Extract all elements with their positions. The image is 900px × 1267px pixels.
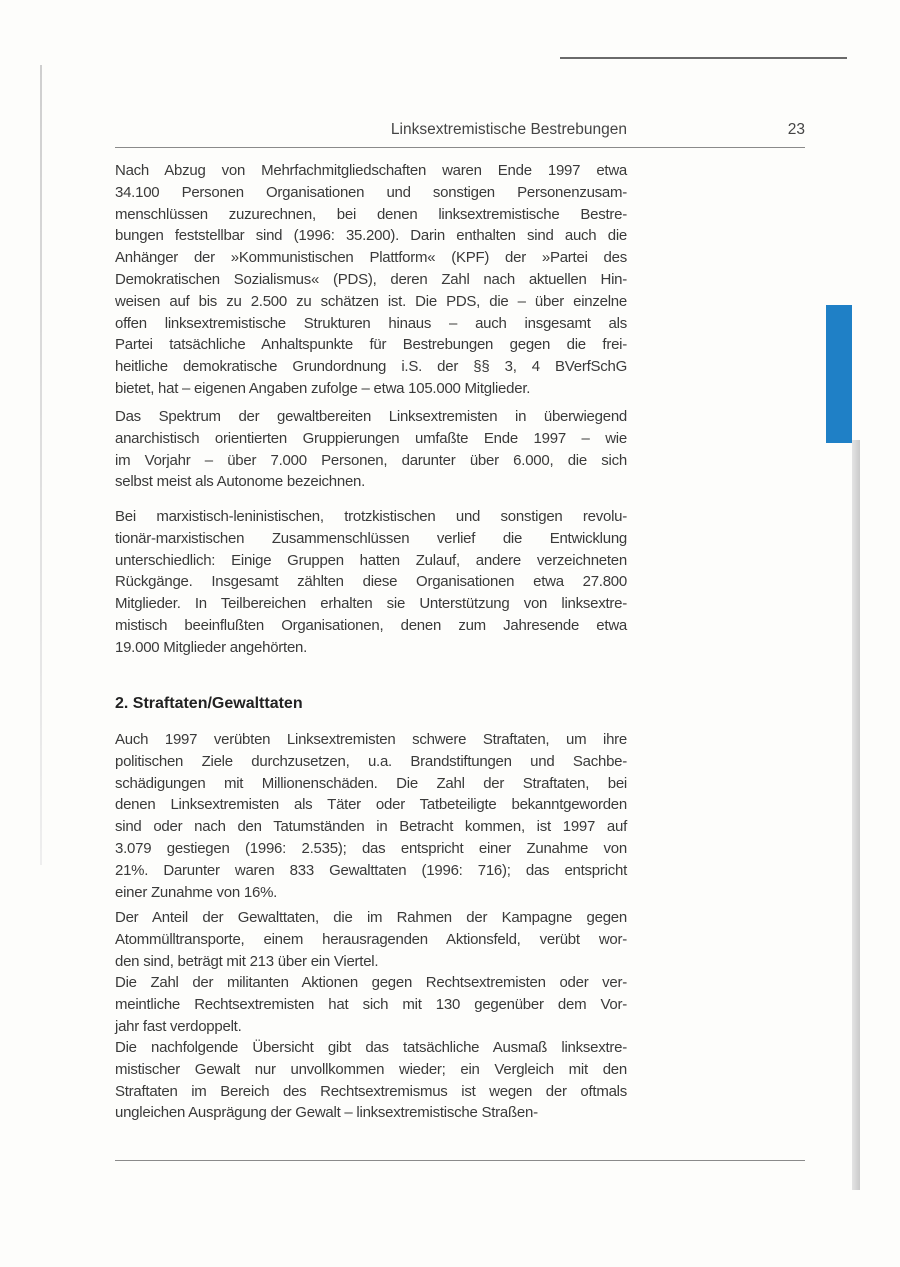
- text-line: schädigungen mit Millionenschäden. Die Zahl der Straftaten, bei: [115, 774, 627, 792]
- text-line: weisen auf bis zu 2.500 zu schätzen ist. Die PDS, die – über einzelne: [115, 292, 627, 310]
- text-line: Straftaten im Bereich des Rechtsextremismus ist wegen der oftmals: [115, 1082, 627, 1100]
- text-line: selbst meist als Autonome bezeichnen.: [115, 473, 366, 491]
- paragraph-members: [115, 160, 627, 400]
- section-heading: 2. Straftaten/Gewalttaten: [115, 695, 303, 712]
- text-line: Der Anteil der Gewalttaten, die im Rahmen der Kampagne gegen: [115, 909, 627, 926]
- running-header-title: Linksextremistische Bestrebungen: [390, 121, 627, 138]
- footer-rule: [115, 1160, 805, 1161]
- text-line: sind oder nach den Tatumständen in Betracht kommen, ist 1997 auf: [115, 818, 627, 836]
- text-line: 21%. Darunter waren 833 Gewalttaten (1996: 716); das entspricht: [115, 861, 627, 879]
- header-rule: [115, 147, 805, 148]
- text-line: Auch 1997 verübten Linksextremisten schwere Straftaten, um ihre: [115, 731, 627, 748]
- text-line: meintliche Rechtsextremisten hat sich mit 130 gegenüber dem Vor-: [115, 995, 627, 1013]
- text-line: Atommülltransporte, einem herausragenden Aktionsfeld, verübt wor-: [115, 930, 627, 948]
- text-line: Die Zahl der militanten Aktionen gegen Rechtsextremisten oder ver-: [115, 974, 627, 991]
- paragraph-militant-actions: [115, 972, 627, 1037]
- text-line: Nach Abzug von Mehrfachmitgliedschaften waren Ende 1997 etwa: [115, 162, 627, 179]
- text-line: bietet, hat – eigenen Angaben zufolge – etwa 105.000 Mitglieder.: [115, 379, 531, 397]
- text-line: 19.000 Mitglieder angehörten.: [115, 638, 308, 656]
- text-line: Die nachfolgende Übersicht gibt das tatsächliche Ausmaß linksextre-: [115, 1039, 627, 1056]
- paragraph-overview: [115, 1037, 627, 1124]
- page-edge-shadow: [852, 440, 860, 1190]
- text-line: Anhänger der »Kommunistischen Plattform« (KPF) der »Partei des: [115, 249, 627, 267]
- text-line: tionär-marxistischen Zusammenschlüssen verlief die Entwicklung: [115, 529, 627, 547]
- text-line: ungleichen Ausprägung der Gewalt – linksextremistische Straßen-: [115, 1104, 538, 1122]
- text-line: Rückgänge. Insgesamt zählten diese Organisationen etwa 27.800: [115, 573, 627, 591]
- page-number: 23: [787, 121, 805, 138]
- text-line: Partei tatsächliche Anhaltspunkte für Bestrebungen gegen die frei-: [115, 336, 627, 354]
- text-line: heitliche demokratische Grundordnung i.S. der §§ 3, 4 BVerfSchG: [115, 358, 627, 376]
- text-line: denen Linksextremisten als Täter oder Tatbeteiligte bekanntgeworden: [115, 796, 627, 814]
- text-line: im Vorjahr – über 7.000 Personen, darunter über 6.000, die sich: [115, 451, 627, 469]
- scan-artifact-line: [560, 57, 847, 59]
- text-line: bungen feststellbar sind (1996: 35.200). Darin enthalten sind auch die: [115, 227, 627, 245]
- paragraph-nuclear-transport: [115, 907, 627, 972]
- text-line: 3.079 gestiegen (1996: 2.535); das entspricht einer Zunahme von: [115, 839, 627, 857]
- text-line: jahr fast verdoppelt.: [115, 1017, 242, 1035]
- text-line: menschlüssen zuzurechnen, bei denen linksextremistische Bestre-: [115, 205, 627, 223]
- text-line: anarchistisch orientierten Gruppierungen umfaßte Ende 1997 – wie: [115, 429, 627, 447]
- text-line: unterschiedlich: Einige Gruppen hatten Zulauf, andere verzeichneten: [115, 551, 627, 569]
- text-line: Mitglieder. In Teilbereichen erhalten sie Unterstützung von linksextre-: [115, 595, 627, 613]
- text-line: mistischer Gewalt nur unvollkommen wieder; ein Vergleich mit den: [115, 1060, 627, 1078]
- text-line: politischen Ziele durchzusetzen, u.a. Brandstiftungen und Sachbe-: [115, 752, 627, 770]
- text-line: offen linksextremistische Strukturen hinaus – auch insgesamt als: [115, 314, 627, 332]
- text-line: Bei marxistisch-leninistischen, trotzkistischen und sonstigen revolu-: [115, 508, 627, 525]
- scan-page-edge: [40, 65, 42, 865]
- paragraph-violent-spectrum: [115, 406, 627, 493]
- text-line: einer Zunahme von 16%.: [115, 883, 278, 901]
- paragraph-crimes: [115, 729, 627, 903]
- paragraph-marxist-groups: [115, 506, 627, 659]
- text-line: mistisch beeinflußten Organisationen, denen zum Jahresende etwa: [115, 616, 627, 634]
- text-line: den sind, beträgt mit 213 über ein Viertel.: [115, 952, 379, 970]
- text-line: Demokratischen Sozialismus« (PDS), deren Zahl nach aktuellen Hin-: [115, 270, 627, 288]
- text-line: 34.100 Personen Organisationen und sonstigen Personenzusam-: [115, 183, 627, 201]
- text-line: Das Spektrum der gewaltbereiten Linksextremisten in überwiegend: [115, 408, 627, 425]
- chapter-thumb-tab: [826, 305, 852, 443]
